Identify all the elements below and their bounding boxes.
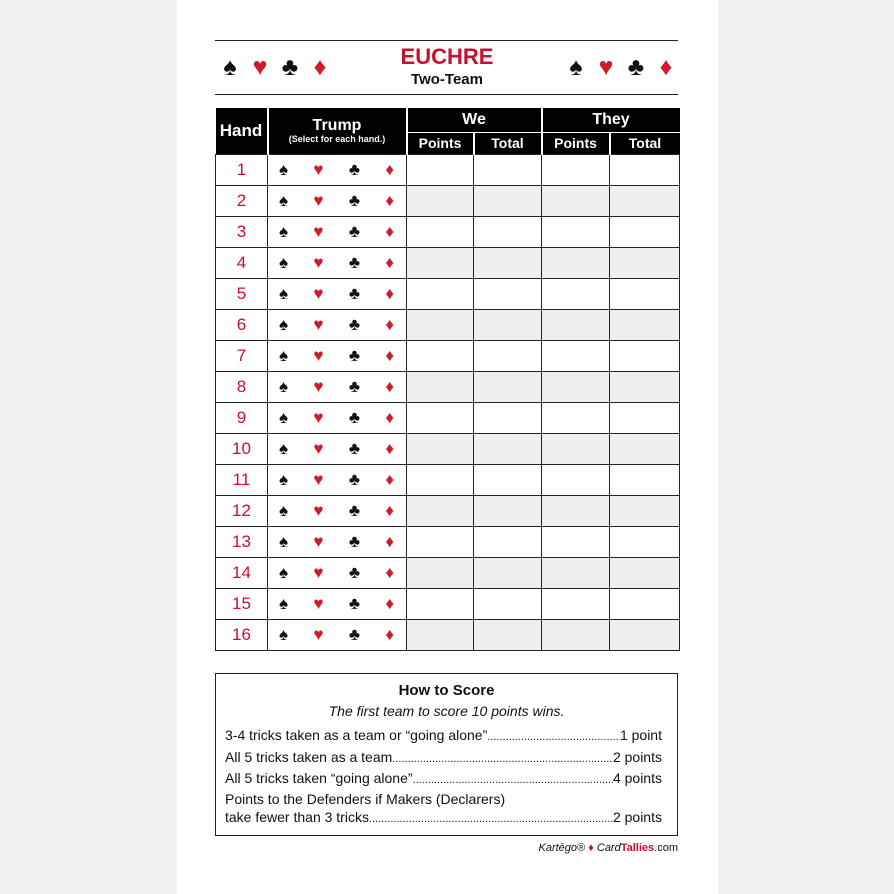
diamond-icon[interactable]: ♦ <box>385 345 394 365</box>
we-points-cell[interactable] <box>407 309 474 340</box>
club-icon[interactable]: ♣ <box>348 159 360 179</box>
heart-icon[interactable]: ♥ <box>313 345 324 365</box>
spade-icon[interactable]: ♠ <box>279 469 289 489</box>
they-points-cell[interactable] <box>542 619 610 650</box>
trump-selector <box>268 309 407 340</box>
club-icon[interactable]: ♣ <box>348 190 360 210</box>
we-points-cell[interactable] <box>407 278 474 309</box>
hand-number: 2 <box>216 185 268 216</box>
table-row <box>216 495 680 526</box>
they-total-cell[interactable] <box>610 464 680 495</box>
table-row <box>216 154 680 185</box>
diamond-icon[interactable]: ♦ <box>385 252 394 272</box>
we-total-cell[interactable] <box>474 557 542 588</box>
trump-selector <box>268 557 407 588</box>
diamond-icon[interactable]: ♦ <box>385 221 394 241</box>
we-points-cell[interactable] <box>407 371 474 402</box>
we-points-cell[interactable] <box>407 526 474 557</box>
right-suit-row <box>563 52 679 82</box>
diamond-icon[interactable]: ♦ <box>385 376 394 396</box>
club-icon: ♣ <box>281 53 299 81</box>
diamond-icon[interactable]: ♦ <box>385 407 394 427</box>
dot-leader <box>487 726 620 746</box>
scoring-rule-points: 1 point <box>619 727 662 743</box>
they-total-cell[interactable] <box>610 557 680 588</box>
they-points-cell[interactable] <box>542 588 610 619</box>
spade-icon[interactable]: ♠ <box>279 531 289 551</box>
scoring-rule-points: 4 points <box>612 770 662 786</box>
they-total-cell[interactable] <box>610 371 680 402</box>
we-total-header: Total <box>474 132 542 154</box>
trump-selector <box>268 216 407 247</box>
hand-number: 15 <box>216 588 268 619</box>
club-icon[interactable]: ♣ <box>348 531 360 551</box>
table-row <box>216 247 680 278</box>
they-points-cell[interactable] <box>542 433 610 464</box>
we-points-cell[interactable] <box>407 619 474 650</box>
they-points-cell[interactable] <box>542 278 610 309</box>
how-to-score-title: How to Score <box>398 682 495 699</box>
spade-icon[interactable]: ♠ <box>279 438 289 458</box>
footer-brand <box>538 842 678 854</box>
club-icon[interactable]: ♣ <box>348 562 360 582</box>
they-points-cell[interactable] <box>542 495 610 526</box>
we-total-cell[interactable] <box>474 464 542 495</box>
spade-icon[interactable]: ♠ <box>279 624 289 644</box>
we-points-cell[interactable] <box>407 247 474 278</box>
site-name-a: Card <box>596 842 621 854</box>
scoring-rule <box>225 769 662 789</box>
diamond-icon[interactable]: ♦ <box>385 190 394 210</box>
left-background-margin <box>0 0 177 894</box>
they-total-cell[interactable] <box>610 278 680 309</box>
trump-selector <box>268 154 407 185</box>
heart-icon[interactable]: ♥ <box>313 438 324 458</box>
they-total-cell[interactable] <box>610 185 680 216</box>
dot-leader <box>413 769 613 789</box>
scoring-rule-text: All 5 tricks taken “going alone” <box>225 770 413 786</box>
they-total-cell[interactable] <box>610 247 680 278</box>
trump-selector <box>268 526 407 557</box>
we-total-cell[interactable] <box>474 526 542 557</box>
they-points-cell[interactable] <box>542 216 610 247</box>
diamond-icon[interactable]: ♦ <box>385 624 394 644</box>
spade-icon[interactable]: ♠ <box>279 283 289 303</box>
they-points-cell[interactable] <box>542 340 610 371</box>
table-row <box>216 185 680 216</box>
diamond-icon: ♦ <box>659 53 673 81</box>
club-icon[interactable]: ♣ <box>348 345 360 365</box>
we-points-cell[interactable] <box>407 433 474 464</box>
hand-number: 7 <box>216 340 268 371</box>
we-points-header: Points <box>407 132 474 154</box>
diamond-icon[interactable]: ♦ <box>385 500 394 520</box>
heart-icon[interactable]: ♥ <box>313 531 324 551</box>
they-points-cell[interactable] <box>542 402 610 433</box>
spade-icon: ♠ <box>223 53 237 81</box>
table-row <box>216 340 680 371</box>
hand-number: 16 <box>216 619 268 650</box>
table-row <box>216 526 680 557</box>
spade-icon[interactable]: ♠ <box>279 562 289 582</box>
we-total-cell[interactable] <box>474 588 542 619</box>
heart-icon[interactable]: ♥ <box>313 159 324 179</box>
scoring-rule-points: 2 points <box>612 749 662 765</box>
heart-icon[interactable]: ♥ <box>313 562 324 582</box>
header-bottom-rule <box>215 94 678 95</box>
score-table <box>215 108 680 651</box>
heart-icon[interactable]: ♥ <box>313 252 324 272</box>
table-row <box>216 402 680 433</box>
dot-leader <box>369 808 613 828</box>
trump-selector <box>268 278 407 309</box>
hand-rows <box>216 154 680 650</box>
heart-icon[interactable]: ♥ <box>313 624 324 644</box>
hand-number: 9 <box>216 402 268 433</box>
scoring-rule <box>225 726 662 746</box>
they-total-cell[interactable] <box>610 309 680 340</box>
we-total-cell[interactable] <box>474 216 542 247</box>
they-total-header: Total <box>610 132 680 154</box>
table-row <box>216 371 680 402</box>
we-points-cell[interactable] <box>407 340 474 371</box>
table-row <box>216 216 680 247</box>
top-rule <box>215 40 678 41</box>
they-total-cell[interactable] <box>610 402 680 433</box>
trump-selector <box>268 340 407 371</box>
we-points-cell[interactable] <box>407 216 474 247</box>
they-points-cell[interactable] <box>542 247 610 278</box>
scoring-rule-text: All 5 tricks taken as a team <box>225 749 393 765</box>
club-icon[interactable]: ♣ <box>348 376 360 396</box>
heart-icon[interactable]: ♥ <box>313 593 324 613</box>
club-icon[interactable]: ♣ <box>348 624 360 644</box>
heart-icon[interactable]: ♥ <box>313 314 324 334</box>
club-icon[interactable]: ♣ <box>348 283 360 303</box>
site-name-b: Tallies <box>620 842 655 854</box>
hand-number: 12 <box>216 495 268 526</box>
they-points-cell[interactable] <box>542 526 610 557</box>
we-points-cell[interactable] <box>407 557 474 588</box>
defenders-rule-line1: Points to the Defenders if Makers (Declarers) <box>225 791 506 807</box>
we-total-cell[interactable] <box>474 371 542 402</box>
we-total-cell[interactable] <box>474 495 542 526</box>
trump-selector <box>268 185 407 216</box>
we-points-cell[interactable] <box>407 495 474 526</box>
heart-icon[interactable]: ♥ <box>313 469 324 489</box>
club-icon[interactable]: ♣ <box>348 593 360 613</box>
we-total-cell[interactable] <box>474 154 542 185</box>
we-total-cell[interactable] <box>474 185 542 216</box>
hand-number: 10 <box>216 433 268 464</box>
they-points-header: Points <box>542 132 610 154</box>
table-row <box>216 433 680 464</box>
diamond-icon[interactable]: ♦ <box>385 438 394 458</box>
spade-icon[interactable]: ♠ <box>279 159 289 179</box>
diamond-icon: ♦ <box>313 53 327 81</box>
dot-leader <box>392 748 613 768</box>
they-points-cell[interactable] <box>542 464 610 495</box>
they-total-cell[interactable] <box>610 340 680 371</box>
heart-icon: ♥ <box>252 53 268 81</box>
heart-icon[interactable]: ♥ <box>313 407 324 427</box>
how-to-score-box <box>215 673 678 836</box>
they-points-cell[interactable] <box>542 154 610 185</box>
trump-selector <box>268 495 407 526</box>
spade-icon[interactable]: ♠ <box>279 314 289 334</box>
hand-number: 5 <box>216 278 268 309</box>
they-points-cell[interactable] <box>542 309 610 340</box>
scoring-rule-text: 3-4 tricks taken as a team or “going alone” <box>225 727 488 743</box>
hand-number: 14 <box>216 557 268 588</box>
table-row <box>216 557 680 588</box>
trump-selector <box>268 247 407 278</box>
trump-selector <box>268 402 407 433</box>
we-points-cell[interactable] <box>407 185 474 216</box>
scoring-rule <box>225 808 662 828</box>
club-icon[interactable]: ♣ <box>348 500 360 520</box>
club-icon[interactable]: ♣ <box>348 438 360 458</box>
they-total-cell[interactable] <box>610 433 680 464</box>
spade-icon[interactable]: ♠ <box>279 500 289 520</box>
trump-label: Trump <box>312 116 362 134</box>
they-total-cell[interactable] <box>610 588 680 619</box>
they-total-cell[interactable] <box>610 216 680 247</box>
we-points-cell[interactable] <box>407 402 474 433</box>
they-total-cell[interactable] <box>610 526 680 557</box>
trump-selector <box>268 464 407 495</box>
they-total-cell[interactable] <box>610 619 680 650</box>
diamond-icon[interactable]: ♦ <box>385 283 394 303</box>
they-points-cell[interactable] <box>542 185 610 216</box>
we-points-cell[interactable] <box>407 154 474 185</box>
trump-selector <box>268 433 407 464</box>
heart-icon[interactable]: ♥ <box>313 376 324 396</box>
club-icon: ♣ <box>627 53 645 81</box>
they-total-cell[interactable] <box>610 495 680 526</box>
hand-number: 13 <box>216 526 268 557</box>
trump-instruction: (Select for each hand.) <box>288 133 386 144</box>
diamond-icon: ♦ <box>588 842 594 854</box>
we-total-cell[interactable] <box>474 340 542 371</box>
we-total-cell[interactable] <box>474 278 542 309</box>
heart-icon[interactable]: ♥ <box>313 190 324 210</box>
we-total-cell[interactable] <box>474 402 542 433</box>
we-total-cell[interactable] <box>474 247 542 278</box>
trump-column-header <box>268 108 407 154</box>
spade-icon[interactable]: ♠ <box>279 593 289 613</box>
table-row <box>216 588 680 619</box>
they-points-cell[interactable] <box>542 557 610 588</box>
they-total-cell[interactable] <box>610 154 680 185</box>
trump-selector <box>268 588 407 619</box>
hand-number: 3 <box>216 216 268 247</box>
spade-icon[interactable]: ♠ <box>279 376 289 396</box>
diamond-icon[interactable]: ♦ <box>385 593 394 613</box>
we-total-cell[interactable] <box>474 309 542 340</box>
scoring-rule-text: take fewer than 3 tricks <box>225 809 369 825</box>
diamond-icon[interactable]: ♦ <box>385 314 394 334</box>
page-title: EUCHRE <box>400 44 494 69</box>
trump-selector <box>268 619 407 650</box>
diamond-icon[interactable]: ♦ <box>385 531 394 551</box>
score-card <box>177 0 718 894</box>
club-icon[interactable]: ♣ <box>348 252 360 272</box>
spade-icon[interactable]: ♠ <box>279 345 289 365</box>
hand-number: 11 <box>216 464 268 495</box>
diamond-icon[interactable]: ♦ <box>385 562 394 582</box>
hand-number: 8 <box>216 371 268 402</box>
hand-number: 4 <box>216 247 268 278</box>
they-team-header: They <box>542 108 680 132</box>
page-subtitle: Two-Team <box>411 71 483 88</box>
club-icon[interactable]: ♣ <box>348 469 360 489</box>
we-points-cell[interactable] <box>407 464 474 495</box>
we-total-cell[interactable] <box>474 619 542 650</box>
diamond-icon[interactable]: ♦ <box>385 159 394 179</box>
we-points-cell[interactable] <box>407 588 474 619</box>
hand-number: 6 <box>216 309 268 340</box>
table-row <box>216 278 680 309</box>
brand-name: Kartēgo® <box>538 842 586 854</box>
club-icon[interactable]: ♣ <box>348 407 360 427</box>
spade-icon[interactable]: ♠ <box>279 221 289 241</box>
we-total-cell[interactable] <box>474 433 542 464</box>
win-condition-text: The first team to score 10 points wins. <box>328 703 565 719</box>
heart-icon[interactable]: ♥ <box>313 283 324 303</box>
we-team-header: We <box>407 108 542 132</box>
left-suit-row <box>217 52 333 82</box>
scoring-rule <box>225 748 662 768</box>
club-icon[interactable]: ♣ <box>348 314 360 334</box>
spade-icon[interactable]: ♠ <box>279 190 289 210</box>
spade-icon[interactable]: ♠ <box>279 407 289 427</box>
diamond-icon[interactable]: ♦ <box>385 469 394 489</box>
heart-icon[interactable]: ♥ <box>313 500 324 520</box>
right-background-margin <box>718 0 894 894</box>
heart-icon: ♥ <box>598 53 614 81</box>
club-icon[interactable]: ♣ <box>348 221 360 241</box>
heart-icon[interactable]: ♥ <box>313 221 324 241</box>
scoring-rule-points: 2 points <box>612 809 662 825</box>
table-row <box>216 619 680 650</box>
spade-icon[interactable]: ♠ <box>279 252 289 272</box>
spade-icon: ♠ <box>569 53 583 81</box>
trump-selector <box>268 371 407 402</box>
hand-number: 1 <box>216 154 268 185</box>
site-name-c: .com <box>654 842 678 854</box>
table-row <box>216 464 680 495</box>
hand-column-header: Hand <box>216 108 268 154</box>
table-row <box>216 309 680 340</box>
they-points-cell[interactable] <box>542 371 610 402</box>
